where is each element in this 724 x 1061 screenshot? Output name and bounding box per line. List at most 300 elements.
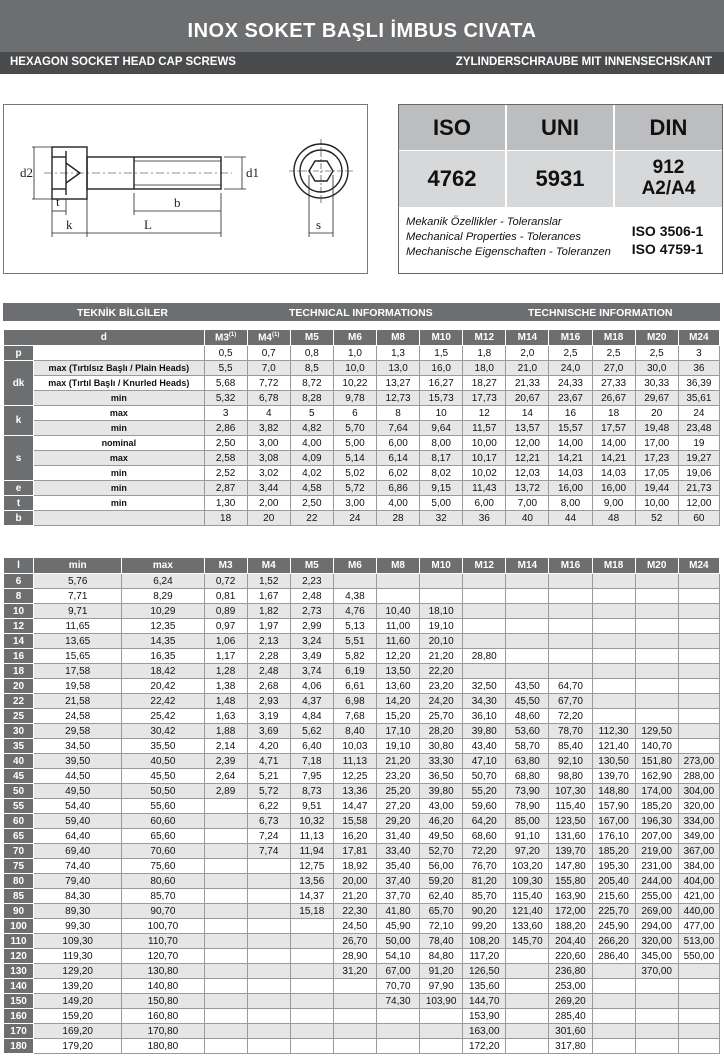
- length-l-value: 100: [4, 919, 34, 934]
- size-label: M16: [560, 332, 581, 343]
- tech-cell: 13,0: [377, 361, 420, 376]
- tech-row: [4, 406, 720, 421]
- length-cell: 67,00: [376, 964, 419, 979]
- length-cell: 117,20: [463, 949, 506, 964]
- tech-cell: 6,78: [247, 391, 290, 406]
- length-l-value: 40: [4, 754, 34, 769]
- tech-header-size: [377, 330, 420, 346]
- length-cell: 14,37: [290, 889, 333, 904]
- length-cell: 1,17: [204, 649, 247, 664]
- length-cell: 1,97: [247, 619, 290, 634]
- length-cell: 37,40: [376, 874, 419, 889]
- length-cell: [204, 814, 247, 829]
- length-row: [4, 1009, 720, 1024]
- length-cell: 16,35: [122, 649, 204, 664]
- length-cell: 150,80: [122, 994, 204, 1009]
- tech-group-label: e: [4, 481, 34, 496]
- size-label: M24: [689, 332, 709, 343]
- length-cell: 13,65: [34, 634, 122, 649]
- length-l-value: 130: [4, 964, 34, 979]
- length-cell: [204, 874, 247, 889]
- length-cell: 27,20: [376, 799, 419, 814]
- length-cell: [635, 634, 678, 649]
- tech-bar-de: TECHNISCHE INFORMATION: [528, 307, 673, 319]
- length-cell: 80,60: [122, 874, 204, 889]
- tech-cell: 16,27: [420, 376, 463, 391]
- length-cell: 7,24: [247, 829, 290, 844]
- length-cell: 334,00: [678, 814, 719, 829]
- length-cell: 11,60: [376, 634, 419, 649]
- tech-header-size: [592, 330, 635, 346]
- length-cell: 148,80: [592, 784, 635, 799]
- length-cell: [678, 724, 719, 739]
- tech-cell: 16,0: [420, 361, 463, 376]
- length-cell: 65,70: [420, 904, 463, 919]
- length-row: [4, 949, 720, 964]
- length-cell: 18,92: [333, 859, 376, 874]
- length-cell: [678, 1009, 719, 1024]
- length-cell: 22,42: [122, 694, 204, 709]
- length-cell: 74,30: [376, 994, 419, 1009]
- tech-row: [4, 376, 720, 391]
- tech-header-size: [549, 330, 592, 346]
- length-cell: 15,18: [290, 904, 333, 919]
- length-cell: 103,90: [420, 994, 463, 1009]
- length-cell: 10,32: [290, 814, 333, 829]
- length-cell: 145,70: [506, 934, 549, 949]
- tech-cell: 12,00: [506, 436, 549, 451]
- footnote-mark: (1): [228, 331, 237, 338]
- tech-sub-label: min: [34, 496, 204, 511]
- length-cell: [290, 994, 333, 1009]
- tech-cell: 5,72: [333, 481, 376, 496]
- length-cell: [678, 979, 719, 994]
- length-cell: 115,40: [549, 799, 592, 814]
- length-cell: 0,72: [204, 574, 247, 589]
- length-row: [4, 1039, 720, 1054]
- tech-cell: 14,00: [549, 436, 592, 451]
- tech-cell: 30,33: [635, 376, 678, 391]
- length-cell: 7,95: [290, 769, 333, 784]
- length-l-value: 35: [4, 739, 34, 754]
- length-cell: 52,70: [420, 844, 463, 859]
- length-row: [4, 994, 720, 1009]
- size-label: M6: [347, 332, 362, 343]
- tech-bar-tr: TEKNİK BİLGİLER: [77, 307, 168, 319]
- tech-cell: 2,50: [290, 496, 333, 511]
- tech-cell: 5,00: [333, 436, 376, 451]
- length-cell: 85,40: [549, 739, 592, 754]
- length-row: [4, 619, 720, 634]
- length-cell: [506, 604, 549, 619]
- length-cell: [247, 874, 290, 889]
- length-cell: [678, 694, 719, 709]
- tech-cell: 3: [204, 406, 247, 421]
- length-cell: 25,20: [376, 784, 419, 799]
- length-cell: [247, 1039, 290, 1054]
- tech-cell: 13,57: [506, 421, 549, 436]
- length-cell: 22,20: [420, 664, 463, 679]
- tech-cell: 1,5: [420, 346, 463, 361]
- tech-cell: 4: [247, 406, 290, 421]
- length-cell: [247, 1024, 290, 1039]
- length-l-value: 14: [4, 634, 34, 649]
- length-cell: 33,40: [376, 844, 419, 859]
- length-cell: 195,30: [592, 859, 635, 874]
- length-row: [4, 859, 720, 874]
- tech-cell: 5,70: [333, 421, 376, 436]
- size-label: M12: [474, 332, 494, 343]
- length-cell: 91,10: [506, 829, 549, 844]
- length-cell: 9,71: [34, 604, 122, 619]
- length-cell: [247, 964, 290, 979]
- tech-cell: 19,27: [678, 451, 719, 466]
- length-cell: 19,10: [420, 619, 463, 634]
- header-banner: [0, 0, 724, 74]
- length-cell: 78,90: [506, 799, 549, 814]
- length-l-value: 120: [4, 949, 34, 964]
- length-cell: [592, 664, 635, 679]
- size-label: M14: [517, 332, 538, 343]
- length-cell: 370,00: [635, 964, 678, 979]
- length-cell: 15,58: [333, 814, 376, 829]
- length-cell: [506, 589, 549, 604]
- length-cell: [635, 1039, 678, 1054]
- tech-cell: 5: [290, 406, 333, 421]
- tech-cell: 7,64: [377, 421, 420, 436]
- length-cell: 5,72: [247, 784, 290, 799]
- length-cell: [592, 694, 635, 709]
- tech-group-label: b: [4, 511, 34, 526]
- length-cell: [549, 634, 592, 649]
- length-cell: 18,42: [122, 664, 204, 679]
- tech-cell: 9,64: [420, 421, 463, 436]
- length-cell: 421,00: [678, 889, 719, 904]
- length-cell: [204, 919, 247, 934]
- length-header-cell: M6: [333, 558, 376, 574]
- length-cell: 90,70: [122, 904, 204, 919]
- tech-cell: 18,27: [463, 376, 506, 391]
- tech-cell: 14: [506, 406, 549, 421]
- length-cell: 4,84: [290, 709, 333, 724]
- length-cell: 196,30: [635, 814, 678, 829]
- tech-cell: 13,72: [506, 481, 549, 496]
- tech-bar-en: TECHNICAL INFORMATIONS: [289, 307, 433, 319]
- length-cell: [376, 1009, 419, 1024]
- tech-cell: 12,73: [377, 391, 420, 406]
- length-cell: [635, 649, 678, 664]
- length-row: [4, 934, 720, 949]
- length-cell: [247, 904, 290, 919]
- length-cell: 7,68: [333, 709, 376, 724]
- length-cell: 244,00: [635, 874, 678, 889]
- tech-cell: 24: [678, 406, 719, 421]
- length-cell: 84,30: [34, 889, 122, 904]
- tech-cell: 27,0: [592, 361, 635, 376]
- tech-cell: 52: [635, 511, 678, 526]
- length-cell: 49,50: [34, 784, 122, 799]
- length-cell: [247, 919, 290, 934]
- length-l-value: 30: [4, 724, 34, 739]
- length-cell: 21,58: [34, 694, 122, 709]
- length-cell: 130,50: [592, 754, 635, 769]
- length-row: [4, 709, 720, 724]
- length-cell: 1,06: [204, 634, 247, 649]
- dim-label-d1: d1: [246, 165, 259, 180]
- length-cell: [463, 604, 506, 619]
- length-cell: 85,70: [463, 889, 506, 904]
- length-l-value: 6: [4, 574, 34, 589]
- tech-row: [4, 391, 720, 406]
- tech-cell: 14,21: [549, 451, 592, 466]
- length-cell: 384,00: [678, 859, 719, 874]
- length-header-cell: M12: [463, 558, 506, 574]
- length-cell: 62,40: [420, 889, 463, 904]
- tech-cell: 19,48: [635, 421, 678, 436]
- dim-label-b: b: [174, 195, 181, 210]
- length-cell: 1,82: [247, 604, 290, 619]
- length-cell: 15,65: [34, 649, 122, 664]
- length-cell: [420, 1009, 463, 1024]
- length-cell: 513,00: [678, 934, 719, 949]
- length-cell: 188,20: [549, 919, 592, 934]
- length-cell: [678, 964, 719, 979]
- length-cell: 84,80: [420, 949, 463, 964]
- length-cell: 440,00: [678, 904, 719, 919]
- length-cell: 11,94: [290, 844, 333, 859]
- length-cell: 245,90: [592, 919, 635, 934]
- length-cell: 37,70: [376, 889, 419, 904]
- length-cell: [635, 604, 678, 619]
- length-row: [4, 844, 720, 859]
- length-cell: 7,74: [247, 844, 290, 859]
- length-cell: [333, 979, 376, 994]
- length-cell: 92,10: [549, 754, 592, 769]
- tech-cell: 3,82: [247, 421, 290, 436]
- length-cell: [290, 979, 333, 994]
- length-cell: 81,20: [463, 874, 506, 889]
- length-cell: 78,40: [420, 934, 463, 949]
- length-cell: [506, 964, 549, 979]
- length-cell: [290, 964, 333, 979]
- tech-cell: 2,87: [204, 481, 247, 496]
- length-cell: [420, 1039, 463, 1054]
- length-cell: 103,20: [506, 859, 549, 874]
- mech-line-de: Mechanische Eigenschaften - Toleranzen: [406, 246, 611, 258]
- length-cell: 14,35: [122, 634, 204, 649]
- tech-cell: 19: [678, 436, 719, 451]
- tech-cell: 12,21: [506, 451, 549, 466]
- tech-sub-label: [34, 511, 204, 526]
- length-cell: 73,90: [506, 784, 549, 799]
- length-cell: 269,00: [635, 904, 678, 919]
- length-cell: 67,70: [549, 694, 592, 709]
- length-cell: 162,90: [635, 769, 678, 784]
- tech-sub-label: max (Tırtıl Başlı / Knurled Heads): [34, 376, 204, 391]
- subtitle-bar: [0, 52, 724, 74]
- std-header-uni: UNI: [507, 105, 613, 150]
- length-cell: 120,70: [122, 949, 204, 964]
- length-cell: 6,24: [122, 574, 204, 589]
- length-cell: 100,70: [122, 919, 204, 934]
- length-cell: 12,75: [290, 859, 333, 874]
- tech-cell: 10,02: [463, 466, 506, 481]
- tech-cell: 8,00: [420, 436, 463, 451]
- length-cell: 12,20: [376, 649, 419, 664]
- length-l-value: 60: [4, 814, 34, 829]
- length-cell: 25,42: [122, 709, 204, 724]
- length-cell: 121,40: [592, 739, 635, 754]
- tech-row: [4, 421, 720, 436]
- tech-cell: 12,03: [506, 466, 549, 481]
- length-cell: 43,50: [506, 679, 549, 694]
- length-cell: 59,60: [463, 799, 506, 814]
- length-header-cell: M16: [549, 558, 592, 574]
- length-cell: 294,00: [635, 919, 678, 934]
- tech-group-label: dk: [4, 361, 34, 406]
- tech-cell: 23,48: [678, 421, 719, 436]
- length-row: [4, 874, 720, 889]
- length-cell: 7,18: [290, 754, 333, 769]
- length-cell: 1,88: [204, 724, 247, 739]
- length-l-value: 10: [4, 604, 34, 619]
- iso-references: [613, 208, 722, 273]
- length-header-cell: max: [122, 558, 204, 574]
- length-cell: 20,10: [420, 634, 463, 649]
- length-cell: 23,20: [376, 769, 419, 784]
- length-cell: 41,80: [376, 904, 419, 919]
- std-header-din: DIN: [615, 105, 722, 150]
- length-cell: 236,80: [549, 964, 592, 979]
- length-cell: [376, 1039, 419, 1054]
- tech-cell: 8,17: [420, 451, 463, 466]
- tech-cell: 6: [333, 406, 376, 421]
- length-cell: 53,60: [506, 724, 549, 739]
- tech-cell: 15,73: [420, 391, 463, 406]
- length-cell: 2,73: [290, 604, 333, 619]
- length-cell: [204, 889, 247, 904]
- length-cell: [678, 679, 719, 694]
- length-l-value: 18: [4, 664, 34, 679]
- length-cell: 167,00: [592, 814, 635, 829]
- length-cell: 1,63: [204, 709, 247, 724]
- length-cell: 12,25: [333, 769, 376, 784]
- tech-row: [4, 436, 720, 451]
- length-cell: 60,60: [122, 814, 204, 829]
- length-cell: [290, 949, 333, 964]
- tech-cell: 30,0: [635, 361, 678, 376]
- tech-cell: 1,8: [463, 346, 506, 361]
- length-cell: 99,30: [34, 919, 122, 934]
- length-cell: [592, 619, 635, 634]
- tech-cell: 2,86: [204, 421, 247, 436]
- tech-cell: 15,57: [549, 421, 592, 436]
- tech-row: [4, 466, 720, 481]
- length-cell: [549, 649, 592, 664]
- tech-cell: 14,21: [592, 451, 635, 466]
- length-cell: [463, 619, 506, 634]
- length-cell: [420, 574, 463, 589]
- length-cell: 185,20: [635, 799, 678, 814]
- size-label: M18: [603, 332, 624, 343]
- length-cell: 131,60: [549, 829, 592, 844]
- length-cell: 1,38: [204, 679, 247, 694]
- tech-cell: 6,02: [377, 466, 420, 481]
- length-cell: 5,82: [333, 649, 376, 664]
- std-din-line2: A2/A4: [641, 178, 696, 199]
- length-l-value: 12: [4, 619, 34, 634]
- length-cell: 163,00: [463, 1024, 506, 1039]
- length-cell: 45,50: [506, 694, 549, 709]
- length-cell: 7,71: [34, 589, 122, 604]
- length-cell: 0,97: [204, 619, 247, 634]
- length-cell: [333, 1024, 376, 1039]
- length-l-value: 50: [4, 784, 34, 799]
- tech-cell: 14,03: [549, 466, 592, 481]
- dim-label-t: t: [56, 194, 60, 209]
- length-l-value: 160: [4, 1009, 34, 1024]
- tech-header-size: [420, 330, 463, 346]
- length-cell: [592, 964, 635, 979]
- length-cell: 119,30: [34, 949, 122, 964]
- tech-cell: 8: [377, 406, 420, 421]
- tech-cell: 19,44: [635, 481, 678, 496]
- length-cell: [635, 589, 678, 604]
- length-cell: [506, 1039, 549, 1054]
- length-cell: 253,00: [549, 979, 592, 994]
- length-cell: 205,40: [592, 874, 635, 889]
- tech-header-size: [463, 330, 506, 346]
- length-cell: 48,60: [506, 709, 549, 724]
- length-cell: 174,00: [635, 784, 678, 799]
- length-cell: [420, 589, 463, 604]
- length-cell: 46,20: [420, 814, 463, 829]
- length-cell: [549, 604, 592, 619]
- length-cell: 97,20: [506, 844, 549, 859]
- length-cell: 11,13: [333, 754, 376, 769]
- length-cell: [592, 649, 635, 664]
- tech-sub-label: max: [34, 451, 204, 466]
- length-cell: 70,60: [122, 844, 204, 859]
- length-cell: [678, 634, 719, 649]
- length-cell: [204, 859, 247, 874]
- length-cell: [678, 994, 719, 1009]
- tech-cell: 6,00: [463, 496, 506, 511]
- tech-row: [4, 451, 720, 466]
- length-cell: 91,20: [420, 964, 463, 979]
- length-cell: 2,68: [247, 679, 290, 694]
- mech-line-tr: Mekanik Özellikler - Toleranslar: [406, 216, 562, 228]
- length-cell: 0,89: [204, 604, 247, 619]
- length-cell: 39,80: [420, 784, 463, 799]
- length-cell: 30,42: [122, 724, 204, 739]
- tech-cell: 16: [549, 406, 592, 421]
- length-cell: 64,20: [463, 814, 506, 829]
- length-cell: [290, 919, 333, 934]
- length-cell: 123,50: [549, 814, 592, 829]
- technical-info-bar: [3, 303, 720, 321]
- tech-cell: 7,72: [247, 376, 290, 391]
- length-cell: 50,50: [122, 784, 204, 799]
- length-cell: [592, 994, 635, 1009]
- length-cell: [333, 994, 376, 1009]
- tech-cell: 4,58: [290, 481, 333, 496]
- iso-ref-2: ISO 4759-1: [631, 241, 704, 257]
- length-cell: [204, 904, 247, 919]
- length-cell: 2,28: [247, 649, 290, 664]
- length-cell: 126,50: [463, 964, 506, 979]
- length-row: [4, 739, 720, 754]
